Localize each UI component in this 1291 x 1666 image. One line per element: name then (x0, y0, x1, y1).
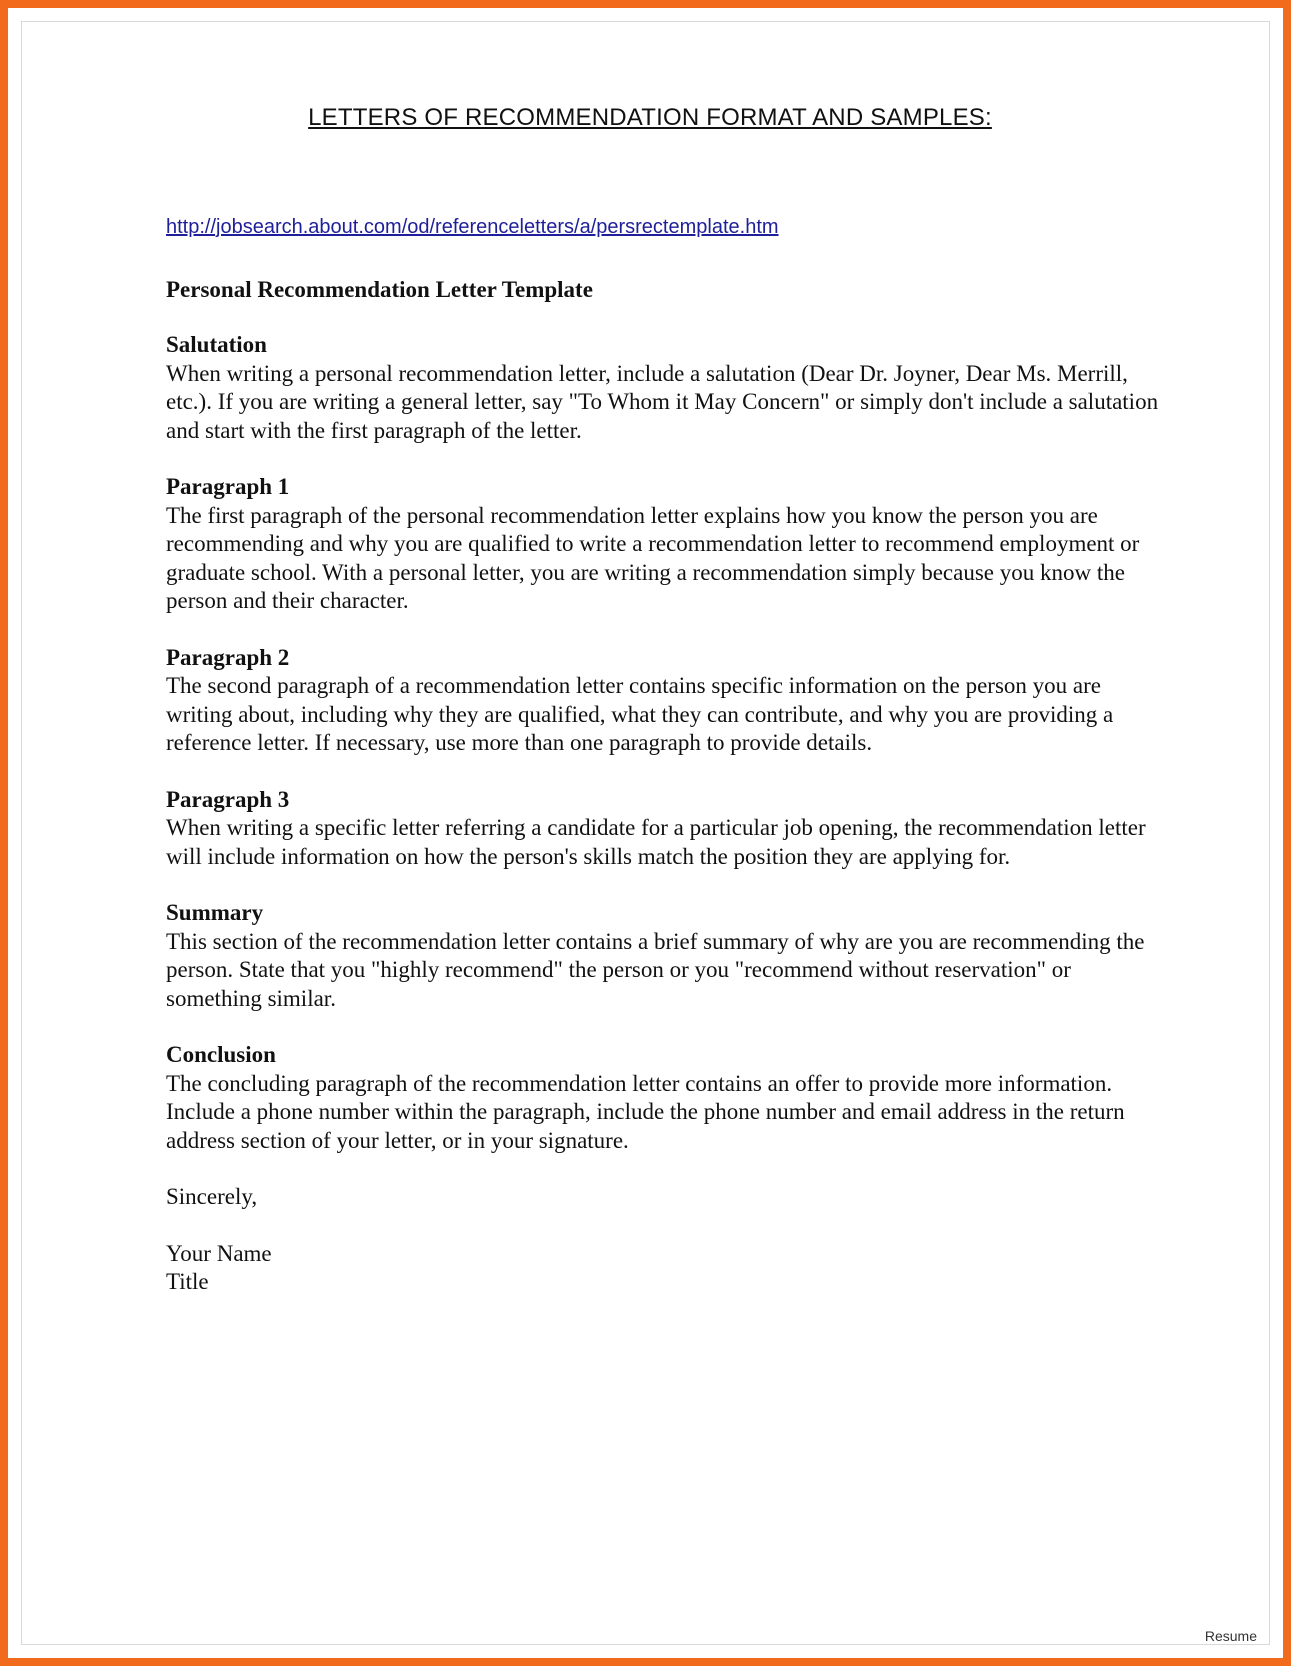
section-body: The second paragraph of a recommendation letter contains specific information on the person you are writing about, including why they are qualified, what they can contribute, and why you are providing a reference letter. If necessary, use more than one paragraph to provide details. (166, 673, 1114, 755)
section-heading: Summary (166, 900, 264, 925)
signature-name: Your Name (166, 1240, 272, 1266)
section-conclusion (166, 1041, 1166, 1155)
section-body: When writing a personal recommendation letter, include a salutation (Dear Dr. Joyner, Dear Ms. Merrill, etc.). If you are writing a general letter, say "To Whom it May Concern" or simply don't include a salutation and start with the first paragraph of the letter. (166, 360, 1159, 443)
section-heading: Paragraph 1 (166, 474, 290, 499)
document-page (166, 88, 1166, 1297)
section-heading: Paragraph 2 (166, 644, 290, 670)
watermark-label: Resume (1204, 1628, 1257, 1644)
section-body: The first paragraph of the personal recommendation letter explains how you know the person you are recommending and why you are qualified to write a recommendation letter to recommend employment or graduate school. With a personal letter, you are writing a recommendation simply because you know the person and their character. (166, 502, 1140, 613)
document-subtitle: Personal Recommendation Letter Template (166, 277, 593, 302)
section-body: This section of the recommendation letter contains a brief summary of why are you are recommending the person. State that you "highly recommend" the person or you "recommend without reservation" or something similar. (166, 928, 1145, 1011)
section-salutation (166, 331, 1166, 445)
section-body: When writing a specific letter referring a candidate for a particular job opening, the recommendation letter will include information on how the person's skills match the position they are applying for. (166, 815, 1146, 869)
section-body: The concluding paragraph of the recommendation letter contains an offer to provide more information. Include a phone number within the paragraph, include the phone number and email address in the return address section of your letter, or in your signature. (166, 1070, 1125, 1153)
section-paragraph-2 (166, 644, 1166, 758)
section-summary (166, 899, 1166, 1013)
reference-link[interactable]: http://jobsearch.about.com/od/referenceletters/a/persrectemplate.htm (166, 216, 779, 238)
section-paragraph-3 (166, 786, 1166, 872)
section-heading: Salutation (166, 332, 267, 357)
signature-title: Title (166, 1269, 209, 1294)
document-title: LETTERS OF RECOMMENDATION FORMAT AND SAMPLES: (308, 104, 992, 131)
section-paragraph-1 (166, 473, 1166, 616)
section-heading: Paragraph 3 (166, 786, 290, 812)
signature-block (166, 1240, 1166, 1297)
section-heading: Conclusion (166, 1042, 276, 1067)
closing-line: Sincerely, (166, 1184, 258, 1209)
